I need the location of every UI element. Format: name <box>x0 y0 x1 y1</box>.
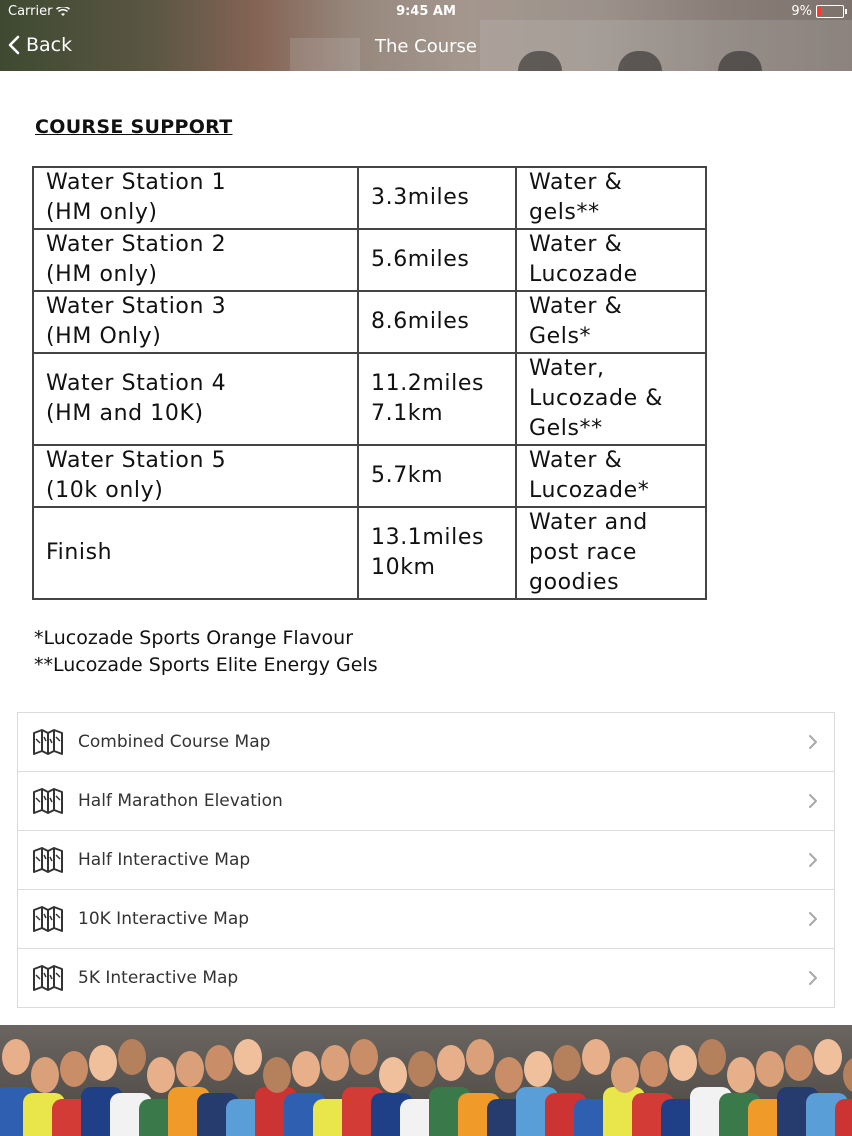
map-icon <box>32 847 64 877</box>
chevron-right-icon <box>808 970 818 990</box>
cell-supplies <box>516 445 706 507</box>
nav-bar <box>0 24 852 71</box>
station-line: (HM only) <box>46 200 158 225</box>
cell-distance <box>358 507 516 599</box>
course-menu-list <box>17 712 835 1008</box>
cell-supplies <box>516 229 706 291</box>
cell-distance <box>358 167 516 229</box>
cell-distance <box>358 445 516 507</box>
station-line: (HM and 10K) <box>46 401 204 426</box>
distance-line: 3.3miles <box>371 185 470 210</box>
cell-station <box>33 229 358 291</box>
page-title: The Course <box>374 36 478 57</box>
station-line: Water Station 2 <box>46 232 227 257</box>
chevron-right-icon <box>808 911 818 931</box>
supplies-line: post race <box>529 540 638 565</box>
station-line: Water Station 5 <box>46 448 227 473</box>
chevron-right-icon <box>808 793 818 813</box>
cell-supplies <box>516 291 706 353</box>
menu-item-label: 5K Interactive Map <box>78 968 239 988</box>
table-row <box>33 291 706 353</box>
supplies-line: Gels* <box>529 324 592 349</box>
menu-item-5k-interactive-map[interactable] <box>18 949 834 1007</box>
course-support-notes <box>34 625 378 679</box>
header <box>0 0 852 71</box>
menu-item-half-marathon-elevation[interactable] <box>18 772 834 831</box>
supplies-line: Lucozade <box>529 262 638 287</box>
carrier-label: Carrier <box>8 4 53 19</box>
station-line: (HM Only) <box>46 324 162 349</box>
note-gels: **Lucozade Sports Elite Energy Gels <box>34 654 378 676</box>
chevron-right-icon <box>808 852 818 872</box>
table-row <box>33 445 706 507</box>
station-line: (HM only) <box>46 262 158 287</box>
table-row <box>33 353 706 445</box>
course-support-title: COURSE SUPPORT <box>35 116 233 138</box>
supplies-line: Water, <box>529 356 605 381</box>
battery-percent: 9% <box>791 4 812 19</box>
status-time: 9:45 AM <box>396 4 456 19</box>
cell-station <box>33 445 358 507</box>
table-row <box>33 507 706 599</box>
map-icon <box>32 965 64 995</box>
station-line: Finish <box>46 540 113 565</box>
cell-distance <box>358 291 516 353</box>
note-orange: *Lucozade Sports Orange Flavour <box>34 627 354 649</box>
supplies-line: Water & <box>529 294 623 319</box>
map-icon <box>32 906 64 936</box>
menu-item-label: Half Marathon Elevation <box>78 791 283 811</box>
cell-station <box>33 353 358 445</box>
supplies-line: goodies <box>529 570 620 595</box>
battery-icon <box>816 5 844 18</box>
distance-line: 7.1km <box>371 401 444 426</box>
distance-line: 5.7km <box>371 463 444 488</box>
supplies-line: Water & <box>529 170 623 195</box>
menu-item-label: 10K Interactive Map <box>78 909 250 929</box>
cell-station <box>33 507 358 599</box>
distance-line: 5.6miles <box>371 247 470 272</box>
runners-crowd-photo <box>0 1025 852 1136</box>
course-support-image <box>0 71 852 701</box>
supplies-line: Lucozade* <box>529 478 650 503</box>
menu-item-10k-interactive-map[interactable] <box>18 890 834 949</box>
distance-line: 11.2miles <box>371 371 485 396</box>
station-line: Water Station 1 <box>46 170 227 195</box>
menu-item-combined-course-map[interactable] <box>18 713 834 772</box>
battery-indicator <box>791 4 844 19</box>
map-icon <box>32 788 64 818</box>
supplies-line: Water and <box>529 510 648 535</box>
table-row <box>33 229 706 291</box>
supplies-line: Lucozade & <box>529 386 664 411</box>
menu-item-half-interactive-map[interactable] <box>18 831 834 890</box>
table-row <box>33 167 706 229</box>
cell-station <box>33 291 358 353</box>
station-line: Water Station 4 <box>46 371 227 396</box>
chevron-right-icon <box>808 734 818 754</box>
back-label: Back <box>26 34 73 56</box>
menu-item-label: Half Interactive Map <box>78 850 251 870</box>
cell-supplies <box>516 353 706 445</box>
supplies-line: gels** <box>529 200 600 225</box>
cell-station <box>33 167 358 229</box>
distance-line: 8.6miles <box>371 309 470 334</box>
distance-line: 13.1miles <box>371 525 485 550</box>
station-line: Water Station 3 <box>46 294 227 319</box>
cell-supplies <box>516 507 706 599</box>
cell-distance <box>358 229 516 291</box>
map-icon <box>32 729 64 759</box>
cell-distance <box>358 353 516 445</box>
supplies-line: Gels** <box>529 416 603 441</box>
supplies-line: Water & <box>529 232 623 257</box>
menu-item-label: Combined Course Map <box>78 732 271 752</box>
status-bar <box>0 0 852 24</box>
station-line: (10k only) <box>46 478 164 503</box>
course-support-table <box>32 166 707 600</box>
supplies-line: Water & <box>529 448 623 473</box>
distance-line: 10km <box>371 555 436 580</box>
cell-supplies <box>516 167 706 229</box>
